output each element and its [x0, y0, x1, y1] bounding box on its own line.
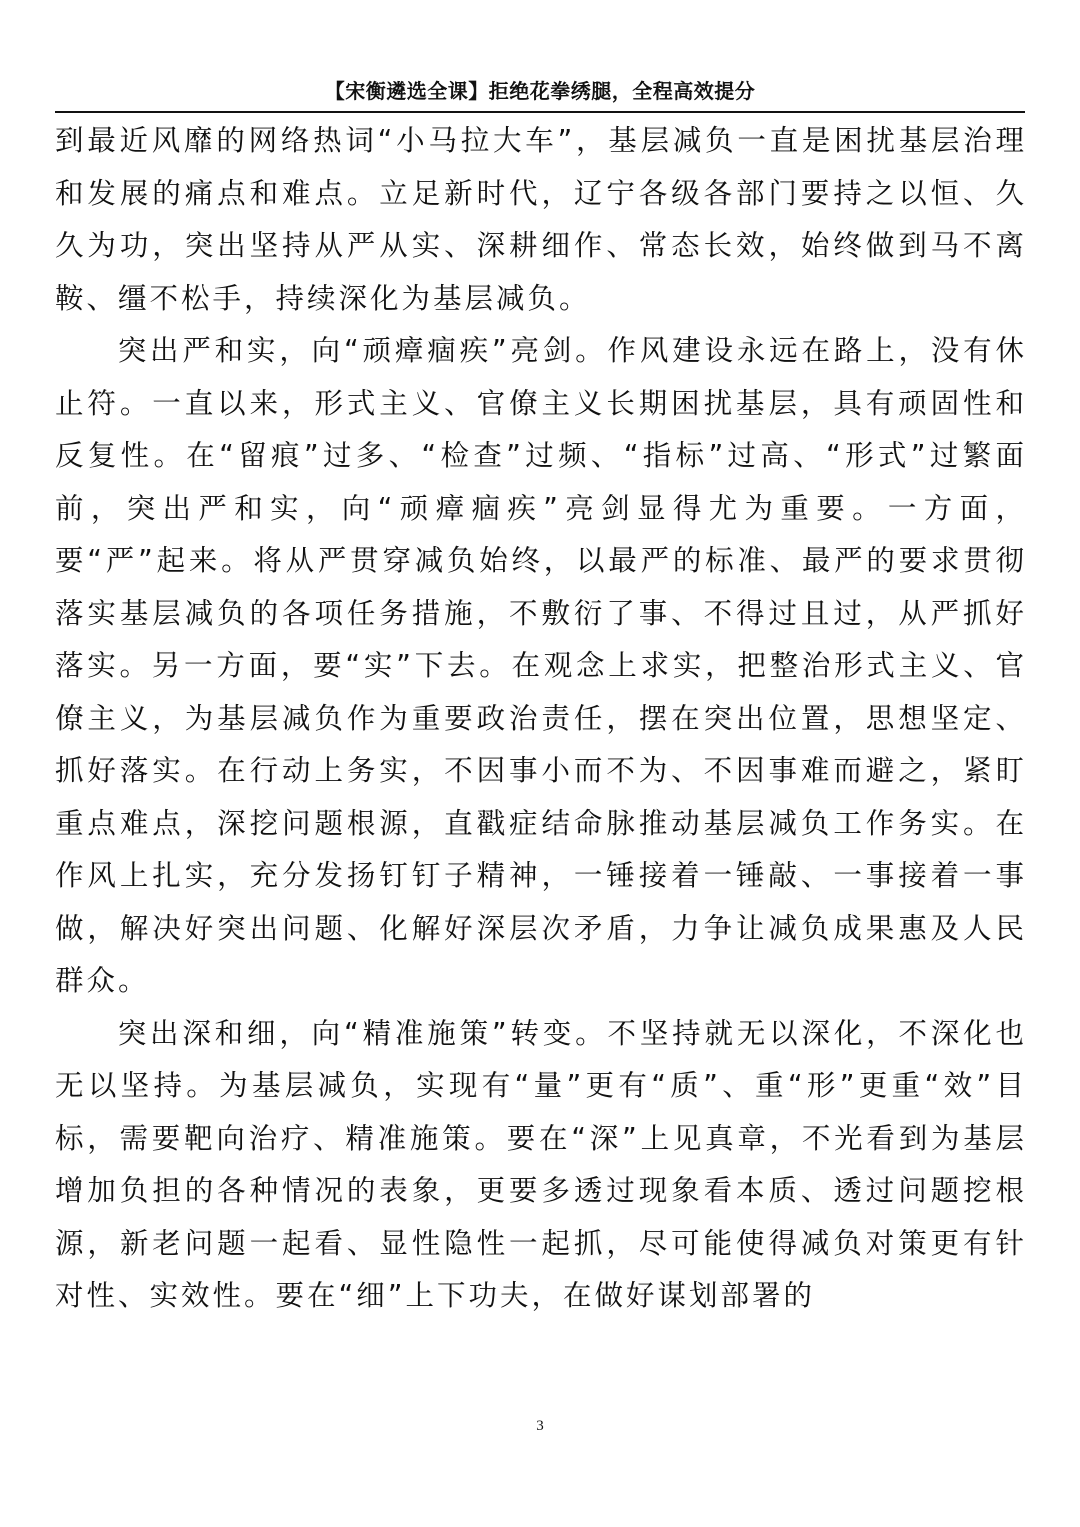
- paragraph-2: 突出严和实，向“顽瘴痼疾”亮剑。作风建设永远在路上，没有休止符。一直以来，形式主义、官僚主义长期困扰基层，具有顽固性和反复性。在“留痕”过多、“检查”过频、“指标”过高、“形式”过繁面前，突出严和实，向“顽瘴痼疾”亮剑显得尤为重要。一方面，要“严”起来。将从严贯穿减负始终，以最严的标准、最严的要求贯彻落实基层减负的各项任务措施，不敷衍了事、不得过且过，从严抓好落实。另一方面，要“实”下去。在观念上求实，把整治形式主义、官僚主义，为基层减负作为重要政治责任，摆在突出位置，思想坚定、抓好落实。在行动上务实，不因事小而不为、不因事难而避之，紧盯重点难点，深挖问题根源，直戳症结命脉推动基层减负工作务实。在作风上扎实，充分发扬钉钉子精神，一锤接着一锤敲、一事接着一事做，解决好突出问题、化解好深层次矛盾，力争让减负成果惠及人民群众。: [55, 334, 1027, 997]
- page-header: 【宋衡遴选全课】拒绝花拳绣腿，全程高效提分: [55, 75, 1025, 113]
- page-number: 3: [536, 1418, 544, 1434]
- paragraph-3: 突出深和细，向“精准施策”转变。不坚持就无以深化，不深化也无以坚持。为基层减负，实现有“量”更有“质”、重“形”更重“效”目标，需要靶向治疗、精准施策。要在“深”上见真章，不光看到为基层增加负担的各种情况的表象，更要多透过现象看本质、透过问题挖根源，新老问题一起看、显性隐性一起抓，尽可能使得减负对策更有针对性、实效性。要在“细”上下功夫，在做好谋划部署的: [55, 1016, 1027, 1312]
- document-body: [55, 115, 1027, 1323]
- paragraph-1: 到最近风靡的网络热词“小马拉大车”，基层减负一直是困扰基层治理和发展的痛点和难点。立足新时代，辽宁各级各部门要持之以恒、久久为功，突出坚持从严从实、深耕细作、常态长效，始终做到马不离鞍、缰不松手，持续深化为基层减负。: [55, 124, 1027, 315]
